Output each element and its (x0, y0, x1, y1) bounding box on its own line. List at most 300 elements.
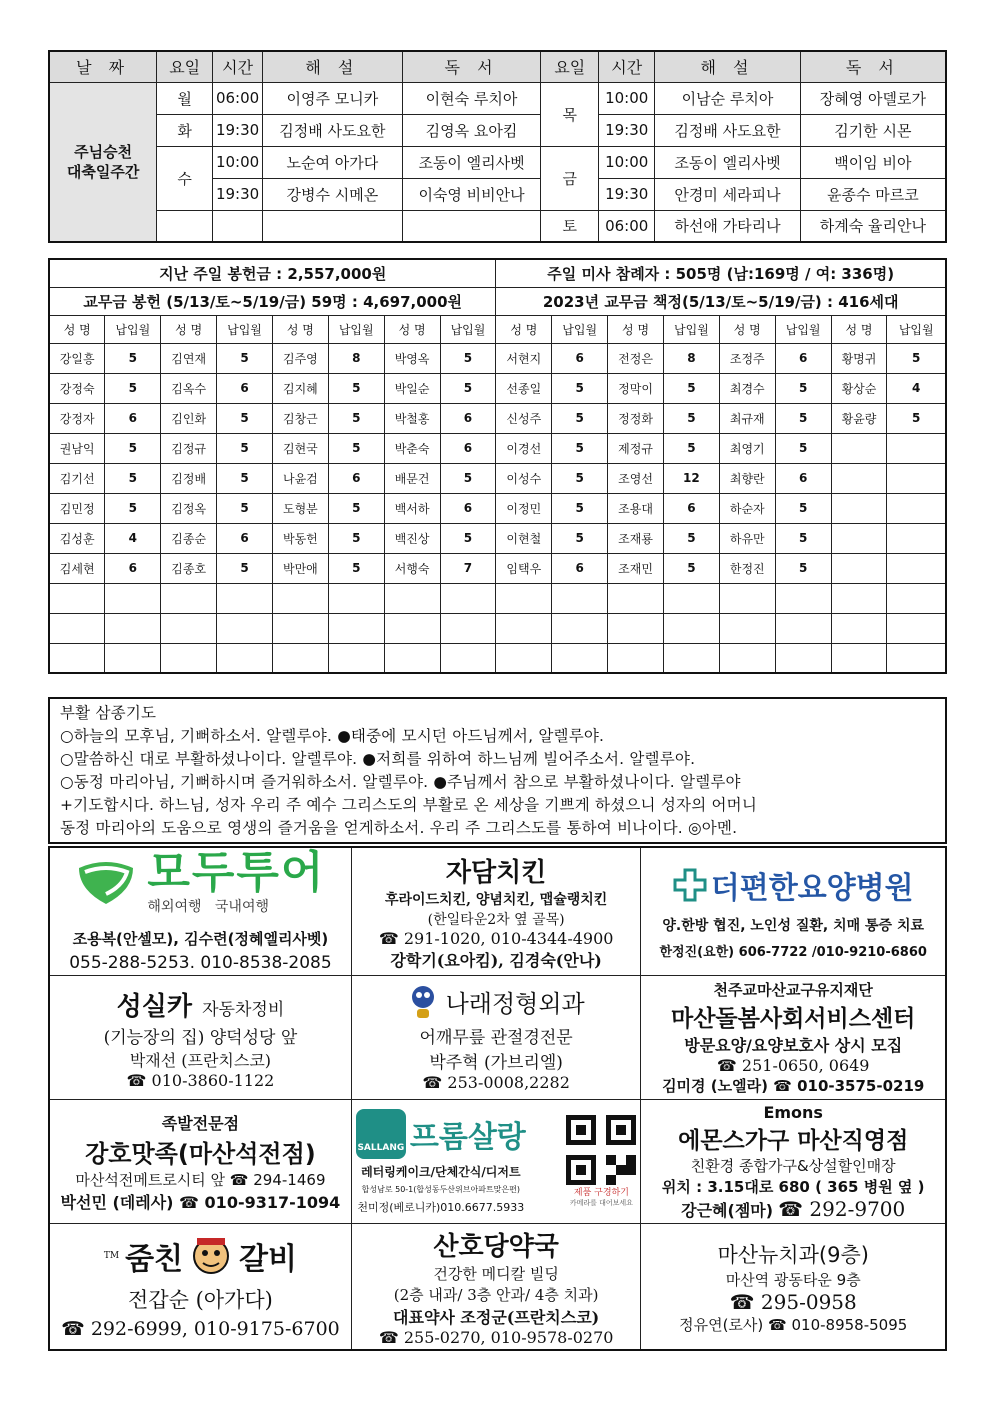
ad-emons (641, 1100, 946, 1224)
time-cell: 19:30 (599, 178, 655, 210)
col-header-name: 성 명 (608, 315, 664, 343)
member-name: 김정배 (161, 463, 217, 493)
member-name: 백서하 (384, 493, 440, 523)
member-name: 최향란 (719, 463, 775, 493)
paid-month: 5 (663, 403, 719, 433)
table-row (49, 343, 946, 373)
member-name: 조정주 (719, 343, 775, 373)
paid-month: 6 (440, 493, 496, 523)
paid-month: 5 (328, 523, 384, 553)
empty-cell (161, 643, 217, 673)
empty-cell (263, 210, 403, 242)
prayer-line: ○말씀하신 대로 부활하셨나이다. 알렐루야. ●저희를 위하여 하느님께 빌어주소서. 알렐루야. (60, 750, 696, 768)
jokbal-tag: 족발전문점 (161, 1113, 240, 1133)
prayer-line: 동정 마리아의 도움으로 영생의 즐거움을 얻게하소서. 우리 주 그리스도를 통하여 비나이다. ◎아멘. (60, 819, 738, 837)
chicken-people: 강학기(요아킴), 김경숙(안나) (390, 951, 602, 970)
header-time: 시간 (213, 51, 263, 82)
member-name (831, 463, 887, 493)
day-cell: 수 (157, 146, 213, 210)
paid-month: 5 (552, 523, 608, 553)
col-header-month: 납입월 (105, 315, 161, 343)
paid-month: 5 (440, 343, 496, 373)
mascot-face-icon (189, 1236, 233, 1276)
col-header-name: 성 명 (496, 315, 552, 343)
member-name: 서현지 (496, 343, 552, 373)
schedule-row (49, 114, 946, 146)
empty-cell (552, 583, 608, 613)
member-name: 백진상 (384, 523, 440, 553)
member-name: 전정은 (608, 343, 664, 373)
time-cell: 06:00 (599, 210, 655, 242)
car-name: 성실카 (116, 991, 192, 1022)
paid-month: 5 (775, 433, 831, 463)
paid-month: 4 (105, 523, 161, 553)
paid-month: 5 (663, 373, 719, 403)
member-name: 김기선 (49, 463, 105, 493)
care-name: 마산돌봄사회서비스센터 (671, 1006, 916, 1032)
ad-sallang (351, 1100, 641, 1224)
paid-month (887, 523, 946, 553)
paid-month: 5 (552, 493, 608, 523)
empty-cell (552, 613, 608, 643)
paid-month: 6 (105, 403, 161, 433)
ad-modutour (49, 847, 351, 976)
paid-month: 5 (328, 403, 384, 433)
car-title (117, 986, 285, 1023)
galbi-tm: TM (103, 1250, 120, 1261)
modutour-people: 조용복(안셀모), 김수련(정혜엘리사벳) (72, 930, 329, 948)
church-fee-plan: 2023년 교무금 책정(5/13/토~5/19/금) : 416세대 (496, 287, 946, 315)
paid-month: 6 (552, 553, 608, 583)
header-reading-2: 독 서 (800, 51, 946, 82)
header-time-2: 시간 (599, 51, 655, 82)
paid-month: 5 (328, 553, 384, 583)
member-name (831, 493, 887, 523)
liturgical-period (49, 82, 157, 242)
dental-contact: 정유연(로사) ☎ 010-8958-5095 (679, 1315, 908, 1334)
reader-cell: 김기한 시몬 (800, 114, 946, 146)
empty-cell (49, 613, 105, 643)
member-name: 최영기 (719, 433, 775, 463)
empty-cell (402, 210, 541, 242)
galbi-name-1: 줌친 (125, 1241, 184, 1277)
mascot-icon (408, 983, 438, 1019)
empty-cell (775, 613, 831, 643)
paid-month: 5 (775, 403, 831, 433)
empty-cell (831, 613, 887, 643)
ad-sanhodang-pharmacy (351, 1224, 641, 1351)
period-line-1: 주님승천 (74, 142, 133, 161)
member-name: 제정규 (608, 433, 664, 463)
header-day: 요일 (157, 51, 213, 82)
paid-month: 5 (328, 373, 384, 403)
col-header-month: 납입월 (775, 315, 831, 343)
table-row (49, 463, 946, 493)
qr-code-icon (566, 1115, 636, 1185)
paid-month: 5 (887, 343, 946, 373)
schedule-row (49, 210, 946, 242)
qr-caption: 제품 구경하기 (573, 1188, 629, 1198)
empty-cell (608, 613, 664, 643)
empty-cell (608, 583, 664, 613)
modutour-sub-domestic: 국내여행 (214, 899, 269, 915)
offering-table (48, 258, 947, 674)
medical-cross-icon (673, 868, 707, 902)
sallang-badge-text: SALLANG (357, 1142, 405, 1153)
reader-cell: 조동이 엘리사벳 (402, 146, 541, 178)
member-name: 이정민 (496, 493, 552, 523)
day-cell: 금 (541, 146, 599, 210)
member-name: 한정진 (719, 553, 775, 583)
day-cell: 월 (157, 82, 213, 114)
member-name: 박영옥 (384, 343, 440, 373)
header-commentary-2: 해 설 (655, 51, 801, 82)
member-name: 임택우 (496, 553, 552, 583)
modutour-subtitles (147, 896, 269, 916)
empty-cell (496, 613, 552, 643)
schedule-row (49, 82, 946, 114)
paid-month: 5 (328, 433, 384, 463)
paid-month: 6 (775, 343, 831, 373)
empty-cell (272, 643, 328, 673)
empty-cell (719, 583, 775, 613)
empty-cell (552, 643, 608, 673)
sallang-name: 프롬살랑 (409, 1119, 526, 1155)
chicken-location: (한일타운2차 옆 골목) (427, 912, 565, 928)
care-recruit: 방문요양/요양보호사 상시 모집 (684, 1036, 903, 1055)
pharmacy-building: 건강한 메디칼 빌딩 (433, 1265, 559, 1283)
col-header-name: 성 명 (161, 315, 217, 343)
paid-month: 5 (775, 373, 831, 403)
time-cell: 10:00 (599, 82, 655, 114)
paid-month: 5 (440, 373, 496, 403)
empty-cell (384, 613, 440, 643)
ad-narae-orthopedics (351, 976, 641, 1100)
car-location: (기능장의 집) 양덕성당 앞 (103, 1027, 298, 1048)
time-cell: 19:30 (213, 178, 263, 210)
member-name: 서행숙 (384, 553, 440, 583)
prayer-title: 부활 삼종기도 (60, 704, 157, 722)
reader-cell: 백이임 비아 (800, 146, 946, 178)
member-name: 조재룡 (608, 523, 664, 553)
paid-month: 5 (440, 523, 496, 553)
ads-row (49, 1100, 946, 1224)
col-header-name: 성 명 (719, 315, 775, 343)
schedule-header-row (49, 51, 946, 82)
member-name: 박일순 (384, 373, 440, 403)
emons-contact-line (681, 1197, 905, 1221)
pharmacy-name: 산호당약국 (433, 1232, 559, 1262)
ortho-title (408, 983, 585, 1019)
paid-month (887, 553, 946, 583)
paid-month: 5 (663, 553, 719, 583)
table-row (49, 373, 946, 403)
col-header-name: 성 명 (49, 315, 105, 343)
emons-phone: ☎ 292-9700 (778, 1196, 906, 1221)
member-name: 김성훈 (49, 523, 105, 553)
table-row (49, 403, 946, 433)
hospital-name: 더편한요양병원 (710, 871, 914, 906)
member-name: 김인화 (161, 403, 217, 433)
member-name: 황윤량 (831, 403, 887, 433)
sallang-badge (356, 1109, 406, 1159)
paid-month: 5 (663, 433, 719, 463)
ad-sungsil-car (49, 976, 351, 1100)
hospital-contact: 한정진(요한) 606-7722 /010-9210-6860 (659, 945, 927, 960)
member-name: 김창근 (272, 403, 328, 433)
empty-cell (161, 583, 217, 613)
paid-month: 5 (217, 433, 273, 463)
reader-cell: 이현숙 루치아 (402, 82, 541, 114)
empty-cell (887, 643, 946, 673)
empty-cell (272, 583, 328, 613)
reader-cell: 윤종수 마르코 (800, 178, 946, 210)
pharmacy-phone: ☎ 255-0270, 010-9578-0270 (378, 1328, 614, 1347)
member-name: 하유만 (719, 523, 775, 553)
member-name: 강정숙 (49, 373, 105, 403)
header-commentary: 해 설 (263, 51, 403, 82)
empty-cell (775, 583, 831, 613)
member-name: 황명귀 (831, 343, 887, 373)
member-name: 김정규 (161, 433, 217, 463)
ads-row (49, 976, 946, 1100)
paid-month: 5 (105, 493, 161, 523)
paid-month (887, 493, 946, 523)
member-name: 강정자 (49, 403, 105, 433)
table-row (49, 583, 946, 613)
empty-cell (217, 643, 273, 673)
col-header-month: 납입월 (328, 315, 384, 343)
commentator-cell: 하선애 가타리나 (655, 210, 801, 242)
galbi-phone: ☎ 292-6999, 010-9175-6700 (61, 1317, 340, 1340)
care-person: 김미경 (노엘라) ☎ 010-3575-0219 (662, 1077, 925, 1095)
empty-cell (105, 613, 161, 643)
prayer-line: +기도합시다. 하느님, 성자 우리 주 예수 그리스도의 부활로 온 세상을 기쁘게 하셨으니 성자의 어머니 (60, 796, 758, 814)
emons-person: 강근혜(젬마) (681, 1200, 774, 1220)
paid-month (887, 463, 946, 493)
paid-month: 5 (663, 523, 719, 553)
hospital-services: 양.한방 협진, 노인성 질환, 치매 통증 치료 (662, 918, 924, 934)
prayer-line: ○하늘의 모후님, 기뻐하소서. 알렐루야. ●태중에 모시던 아드님께서, 알렐루야. (60, 727, 605, 745)
member-name: 이성수 (496, 463, 552, 493)
dental-location: 마산역 광동타운 9층 (725, 1270, 861, 1289)
member-name: 정막이 (608, 373, 664, 403)
paid-month: 5 (105, 433, 161, 463)
time-cell: 10:00 (599, 146, 655, 178)
offering-summary-row (49, 287, 946, 315)
member-name: 하순자 (719, 493, 775, 523)
member-name: 정정화 (608, 403, 664, 433)
reader-cell: 이숙영 비비안나 (402, 178, 541, 210)
empty-cell (440, 643, 496, 673)
paid-month: 4 (887, 373, 946, 403)
header-date: 날 짜 (49, 51, 157, 82)
paid-month: 5 (217, 553, 273, 583)
period-line-2: 대축일주간 (66, 162, 140, 181)
pharmacy-pharmacist: 대표약사 조정군(프란치스코) (393, 1308, 600, 1327)
chicken-menu: 후라이드치킨, 양념치킨, 맵슐랭치킨 (384, 892, 608, 908)
commentator-cell: 이영주 모니카 (263, 82, 403, 114)
member-name: 선종일 (496, 373, 552, 403)
paid-month: 6 (440, 403, 496, 433)
care-phone: ☎ 251-0650, 0649 (716, 1056, 870, 1075)
modutour-logo (75, 847, 326, 916)
last-week-offering: 지난 주일 봉헌금 : 2,557,000원 (49, 259, 496, 287)
member-name: 김연재 (161, 343, 217, 373)
dental-phone: ☎ 295-0958 (729, 1289, 857, 1314)
paid-month: 7 (440, 553, 496, 583)
ortho-doctor: 박주혁 (가브리엘) (429, 1053, 563, 1073)
paid-month: 5 (775, 553, 831, 583)
modutour-leaf-icon (75, 860, 137, 906)
paid-month: 5 (775, 523, 831, 553)
paid-month: 6 (440, 433, 496, 463)
paid-month (887, 433, 946, 463)
member-name: 박철홍 (384, 403, 440, 433)
member-name: 김현국 (272, 433, 328, 463)
member-name: 김정옥 (161, 493, 217, 523)
sallang-contact: 천미정(베로니카)010.6677.5933 (357, 1200, 525, 1214)
empty-cell (775, 643, 831, 673)
time-cell: 06:00 (213, 82, 263, 114)
day-cell: 화 (157, 114, 213, 146)
jokbal-location: 마산석전메트로시티 앞 ☎ 294-1469 (75, 1170, 326, 1189)
empty-cell (663, 613, 719, 643)
empty-cell (272, 613, 328, 643)
regina-caeli-prayer (48, 697, 947, 844)
paid-month: 12 (663, 463, 719, 493)
commentator-cell: 김정배 사도요한 (263, 114, 403, 146)
reader-cell: 김영옥 요아킴 (402, 114, 541, 146)
emons-brand: Emons (763, 1102, 823, 1122)
table-row (49, 553, 946, 583)
member-name: 나윤검 (272, 463, 328, 493)
table-row (49, 643, 946, 673)
empty-cell (384, 583, 440, 613)
commentator-cell: 조동이 엘리사벳 (655, 146, 801, 178)
chicken-name: 자담치킨 (445, 858, 547, 888)
day-cell: 목 (541, 82, 599, 146)
sallang-menu: 레터링케이크/단체간식/디저트 (361, 1164, 521, 1179)
empty-cell (328, 613, 384, 643)
paid-month: 6 (217, 373, 273, 403)
header-day-2: 요일 (541, 51, 599, 82)
paid-month: 5 (552, 433, 608, 463)
paid-month: 8 (663, 343, 719, 373)
galbi-owner: 전갑순 (아가다) (128, 1287, 273, 1312)
pharmacy-floors: (2층 내과/ 3층 안과/ 4층 치과) (393, 1286, 599, 1304)
sallang-address: 합성남로 50-1(합성동두산위브아파트맞은편) (361, 1184, 520, 1194)
paid-month: 5 (217, 343, 273, 373)
emons-location: 위치 : 3.15대로 680 ( 365 병원 옆 ) (661, 1177, 925, 1196)
empty-cell (719, 613, 775, 643)
paid-month: 6 (328, 463, 384, 493)
empty-cell (328, 583, 384, 613)
ads-row (49, 847, 946, 976)
member-name: 박춘숙 (384, 433, 440, 463)
paid-month: 5 (105, 463, 161, 493)
ad-gangho-jokbal (49, 1100, 351, 1224)
empty-cell (831, 583, 887, 613)
col-header-name: 성 명 (831, 315, 887, 343)
ad-masan-care (641, 976, 946, 1100)
emons-name: 에몬스가구 마산직영점 (678, 1127, 909, 1154)
member-name: 김종호 (161, 553, 217, 583)
ortho-phone: ☎ 253-0008,2282 (422, 1073, 570, 1092)
col-header-month: 납입월 (663, 315, 719, 343)
empty-cell (440, 613, 496, 643)
commentator-cell: 안경미 세라피나 (655, 178, 801, 210)
empty-cell (105, 643, 161, 673)
col-header-month: 납입월 (217, 315, 273, 343)
time-cell: 19:30 (599, 114, 655, 146)
member-name: 이현철 (496, 523, 552, 553)
member-name (831, 553, 887, 583)
member-name: 박만애 (272, 553, 328, 583)
member-name: 강일흥 (49, 343, 105, 373)
empty-cell (213, 210, 263, 242)
reader-cell: 장혜영 아델로가 (800, 82, 946, 114)
commentator-cell: 강병수 시메온 (263, 178, 403, 210)
offering-header-row (49, 315, 946, 343)
member-name: 권남익 (49, 433, 105, 463)
ad-jadam-chicken (351, 847, 641, 976)
hospital-logo (673, 863, 914, 907)
member-name: 김민정 (49, 493, 105, 523)
paid-month: 6 (775, 463, 831, 493)
table-row (49, 613, 946, 643)
member-name: 조재민 (608, 553, 664, 583)
member-name: 박동헌 (272, 523, 328, 553)
jokbal-owner: 박선민 (데레사) ☎ 010-9317-1094 (60, 1192, 341, 1212)
ortho-name: 나래정형외과 (445, 989, 585, 1018)
member-name: 신성주 (496, 403, 552, 433)
schedule-row (49, 146, 946, 178)
member-name: 조용대 (608, 493, 664, 523)
reader-cell: 하계숙 율리안나 (800, 210, 946, 242)
emons-desc: 친환경 종합가구&상설할인매장 (690, 1156, 896, 1175)
care-org: 천주교마산교구유지재단 (713, 981, 873, 999)
empty-cell (719, 643, 775, 673)
ad-galbi (49, 1224, 351, 1351)
galbi-name-2: 갈비 (239, 1241, 297, 1277)
member-name: 황상순 (831, 373, 887, 403)
member-name: 최규재 (719, 403, 775, 433)
paid-month: 5 (440, 463, 496, 493)
member-name: 김종순 (161, 523, 217, 553)
modutour-phone: 055-288-5253. 010-8538-2085 (69, 953, 332, 973)
empty-cell (105, 583, 161, 613)
paid-month: 5 (887, 403, 946, 433)
modutour-sub-overseas: 해외여행 (147, 899, 202, 915)
paid-month: 5 (105, 373, 161, 403)
table-row (49, 523, 946, 553)
col-header-month: 납입월 (887, 315, 946, 343)
empty-cell (49, 643, 105, 673)
empty-cell (161, 613, 217, 643)
member-name: 조영선 (608, 463, 664, 493)
commentator-cell: 김정배 사도요한 (655, 114, 801, 146)
offering-summary-row (49, 259, 946, 287)
chicken-phone: ☎ 291-1020, 010-4344-4900 (378, 929, 614, 948)
commentator-cell: 이남순 루치아 (655, 82, 801, 114)
member-name: 도형분 (272, 493, 328, 523)
paid-month: 8 (328, 343, 384, 373)
empty-cell (157, 210, 213, 242)
member-name: 김세현 (49, 553, 105, 583)
empty-cell (663, 583, 719, 613)
empty-cell (496, 643, 552, 673)
